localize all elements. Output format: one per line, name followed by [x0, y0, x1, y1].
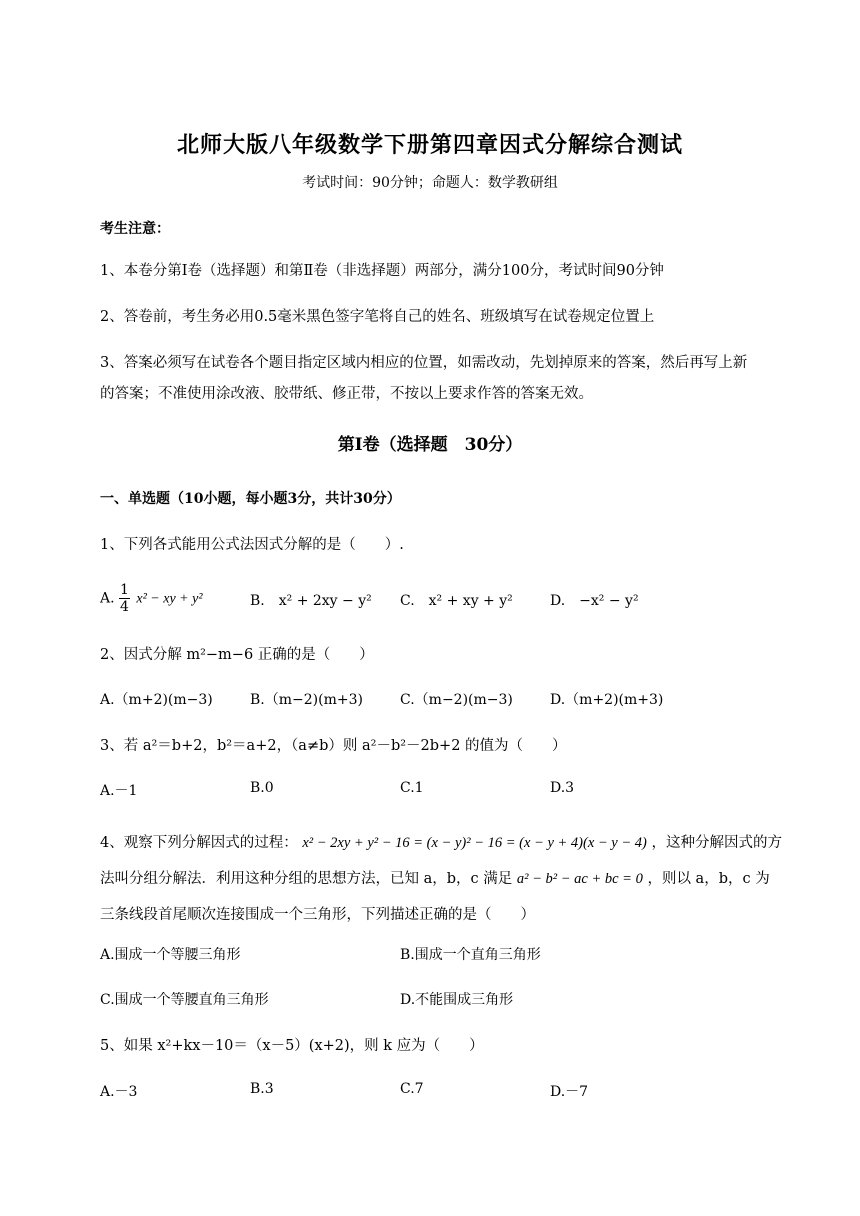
option-a-expression: x² − xy + y²	[136, 591, 203, 607]
section-title: 第Ⅰ卷（选择题 30分）	[337, 435, 523, 455]
question-1-option-c: C. x² + xy + y²	[400, 593, 513, 609]
question-1-option-d: D. −x² − y²	[550, 593, 639, 609]
page-title: 北师大版八年级数学下册第四章因式分解综合测试	[176, 132, 683, 158]
question-2-option-d: D.（m+2)(m+3)	[550, 692, 664, 708]
fraction-denominator: 4	[120, 599, 129, 615]
q4-line2-suffix: ，则以 a，b，c 为	[647, 871, 770, 887]
question-1-option-a	[100, 582, 203, 615]
q4-line2-prefix: 法叫分组分解法．利用这种分组的思想方法，已知 a，b，c 满足	[100, 871, 513, 887]
question-5-stem: 5、如果 x²+kx－10＝（x－5）(x+2)，则 k 应为（ ）	[100, 1038, 484, 1054]
question-5-option-d: D.－7	[550, 1084, 589, 1100]
question-3-option-c: C.1	[400, 780, 424, 796]
fraction-numerator: 1	[120, 582, 129, 598]
option-a-label: A.	[100, 590, 115, 607]
question-2-stem: 2、因式分解 m²−m−6 正确的是（ ）	[100, 647, 374, 663]
question-2-option-a: A.（m+2)(m−3)	[100, 692, 213, 708]
question-3-stem: 3、若 a²＝b+2，b²＝a+2，（a≠b）则 a²－b²－2b+2 的值为（ ）	[100, 738, 567, 754]
part-title: 一、单选题（10小题，每小题3分，共计30分）	[100, 491, 401, 507]
question-5-option-a: A.－3	[100, 1084, 138, 1100]
question-1-stem: 1、下列各式能用公式法因式分解的是（ ）.	[100, 537, 404, 553]
question-3-option-b: B.0	[250, 780, 274, 796]
notice-item-1: 1、本卷分第Ⅰ卷（选择题）和第Ⅱ卷（非选择题）两部分，满分100分，考试时间90分钟	[100, 263, 664, 279]
exam-subtitle: 考试时间：90分钟；命题人：数学教研组	[302, 175, 558, 191]
question-3-option-a: A.－1	[100, 783, 138, 799]
question-4-option-a: A.围成一个等腰三角形	[100, 947, 241, 963]
notice-item-2: 2、答卷前，考生务必用0.5毫米黑色签字笔将自己的姓名、班级填写在试卷规定位置上	[100, 309, 655, 325]
q4-line1-prefix: 4、观察下列分解因式的过程：	[100, 835, 298, 851]
question-5-option-c: C.7	[400, 1081, 424, 1097]
question-1-option-b: B. x² + 2xy − y²	[250, 593, 372, 609]
notice-item-3: 3、答案必须写在试卷各个题目指定区域内相应的位置，如需改动，先划掉原来的答案，然后再写上新的答案；不准使用涂改液、胶带纸、修正带，不按以上要求作答的答案无效。	[100, 355, 748, 402]
question-3-option-d: D.3	[550, 780, 575, 796]
question-4-option-b: B.围成一个直角三角形	[400, 947, 541, 963]
fraction-one-quarter	[119, 582, 130, 615]
question-2-option-c: C.（m−2)(m−3)	[400, 692, 513, 708]
q4-line3: 三条线段首尾顺次连接围成一个三角形，下列描述正确的是（ ）	[100, 907, 535, 923]
question-4-option-d: D.不能围成三角形	[400, 992, 514, 1008]
question-2-option-b: B.（m−2)(m+3)	[250, 692, 363, 708]
notice-heading: 考生注意：	[100, 221, 170, 237]
question-5-option-b: B.3	[250, 1081, 274, 1097]
question-4-option-c: C.围成一个等腰直角三角形	[100, 992, 269, 1008]
q4-line1-expression: x² − 2xy + y² − 16 = (x − y)² − 16 = (x − y + 4)(x − y − 4)	[302, 835, 647, 851]
q4-line1-suffix: ，这种分解因式的方	[651, 835, 782, 851]
q4-line2-expression: a² − b² − ac + bc = 0	[516, 871, 643, 887]
question-4-stem	[100, 825, 810, 933]
